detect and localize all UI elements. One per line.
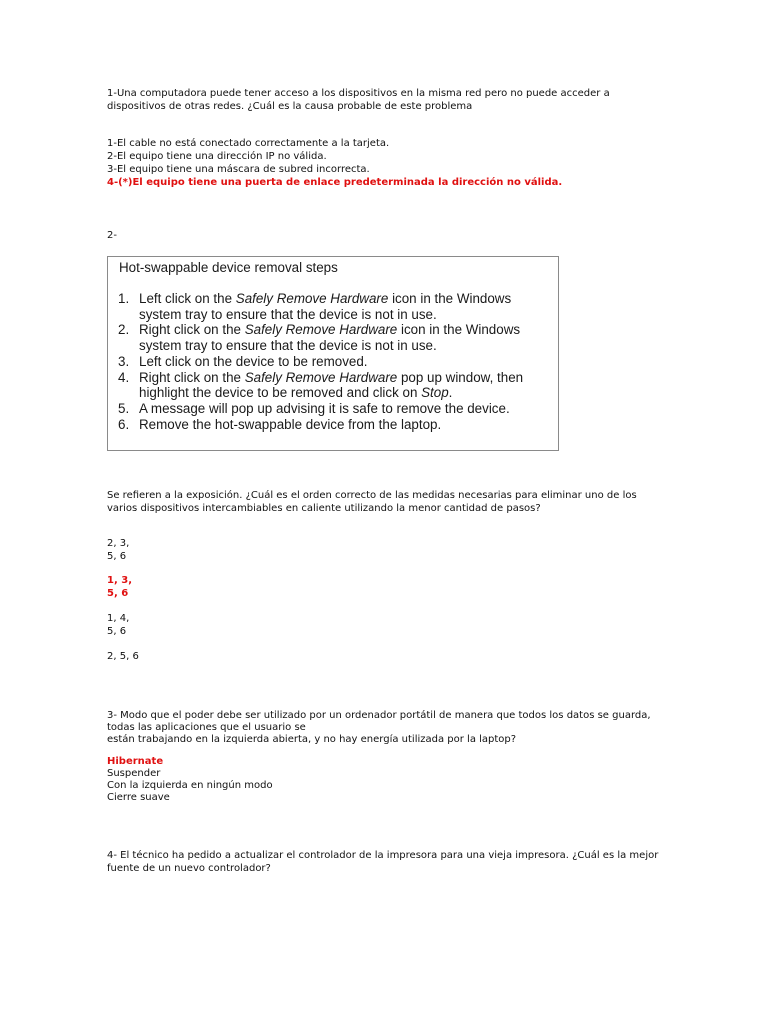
hot-swap-steps-figure bbox=[107, 256, 559, 451]
figure-step-segment: Right click on the bbox=[139, 369, 245, 385]
figure-step-segment: icon in the Windows system tray to ensure that the device is not in use. bbox=[139, 322, 521, 354]
figure-step-text bbox=[139, 417, 549, 433]
figure-step bbox=[118, 370, 549, 401]
figure-step-number: 3. bbox=[118, 353, 130, 369]
q2-option-a-line2: 5, 6 bbox=[107, 551, 127, 562]
q2-option-c-line1: 1, 4, bbox=[107, 613, 130, 624]
q3-correct-answer: Hibernate bbox=[107, 756, 164, 767]
figure-step-segment: Remove the hot-swappable device from the laptop. bbox=[139, 416, 442, 432]
figure-step-segment: . bbox=[448, 385, 453, 401]
figure-step-segment: A message will pop up advising it is safe to remove the device. bbox=[139, 400, 510, 416]
figure-step-number: 1. bbox=[118, 291, 130, 306]
figure-step bbox=[118, 291, 549, 322]
question-3-line3: están trabajando en la izquierda abierta, y no hay energía utilizada por la laptop? bbox=[107, 734, 517, 745]
figure-step-number: 5. bbox=[118, 400, 130, 416]
figure-step-emphasis: Safely Remove Hardware bbox=[235, 291, 389, 306]
figure-step-number: 6. bbox=[118, 416, 130, 432]
figure-step-emphasis: Safely Remove Hardware bbox=[244, 369, 398, 385]
figure-step-text bbox=[139, 401, 549, 417]
q2-correct-answer-line2: 5, 6 bbox=[107, 588, 129, 599]
question-4-text: 4- El técnico ha pedido a actualizar el controlador de la impresora para una vieja impresora. ¿Cuál es la mejor fuente de un nuevo controlador? bbox=[107, 850, 659, 874]
figure-step-text bbox=[139, 291, 549, 322]
figure-step-text bbox=[139, 322, 549, 353]
q1-option-1: 1-El cable no está conectado correctamente a la tarjeta. bbox=[107, 138, 390, 149]
question-1-text: 1-Una computadora puede tener acceso a los dispositivos en la misma red pero no puede acceder a dispositivos de otras redes. ¿Cuál es la causa probable de este problema bbox=[107, 88, 610, 112]
figure-step-text bbox=[139, 354, 549, 370]
q3-option-2: Con la izquierda en ningún modo bbox=[107, 780, 273, 791]
q2-option-c-line2: 5, 6 bbox=[107, 626, 127, 637]
q2-option-a-line1: 2, 3, bbox=[107, 538, 130, 549]
q3-option-1: Suspender bbox=[107, 768, 161, 779]
figure-step-segment: Right click on the bbox=[139, 322, 245, 338]
q2-option-d: 2, 5, 6 bbox=[107, 651, 139, 662]
question-2-number: 2- bbox=[107, 230, 117, 241]
figure-step-emphasis: Safely Remove Hardware bbox=[244, 322, 398, 338]
figure-title: Hot-swappable device removal steps bbox=[119, 260, 338, 275]
figure-step-number: 2. bbox=[118, 322, 130, 338]
q1-option-2: 2-El equipo tiene una dirección IP no válida. bbox=[107, 151, 327, 162]
figure-step-segment: Left click on the bbox=[139, 291, 236, 306]
q3-option-3: Cierre suave bbox=[107, 792, 170, 803]
figure-step-segment: pop up window, then highlight the device to be removed and click on bbox=[139, 369, 524, 401]
q1-correct-answer: 4-(*)El equipo tiene una puerta de enlace predeterminada la dirección no válida. bbox=[107, 177, 563, 188]
figure-step bbox=[118, 401, 549, 417]
q1-option-3: 3-El equipo tiene una máscara de subred incorrecta. bbox=[107, 164, 370, 175]
figure-step-segment: Left click on the device to be removed. bbox=[139, 353, 368, 369]
figure-step bbox=[118, 417, 549, 433]
figure-steps-list bbox=[118, 291, 549, 432]
question-2-text: Se refieren a la exposición. ¿Cuál es el orden correcto de las medidas necesarias para eliminar uno de los varios dispositivos intercambiables en caliente utilizando la menor cantidad de pasos? bbox=[107, 490, 637, 514]
figure-step-emphasis: Stop bbox=[421, 385, 449, 401]
figure-step bbox=[118, 354, 549, 370]
figure-step-segment: icon in the Windows system tray to ensure that the device is not in use. bbox=[139, 291, 512, 322]
figure-step-text bbox=[139, 370, 549, 401]
q2-correct-answer-line1: 1, 3, bbox=[107, 575, 132, 586]
question-3-line1: 3- Modo que el poder debe ser utilizado por un ordenador portátil de manera que todos los datos se guarda, bbox=[107, 710, 651, 721]
figure-step bbox=[118, 322, 549, 353]
question-3-line2: todas las aplicaciones que el usuario se bbox=[107, 722, 306, 733]
figure-step-number: 4. bbox=[118, 369, 130, 385]
